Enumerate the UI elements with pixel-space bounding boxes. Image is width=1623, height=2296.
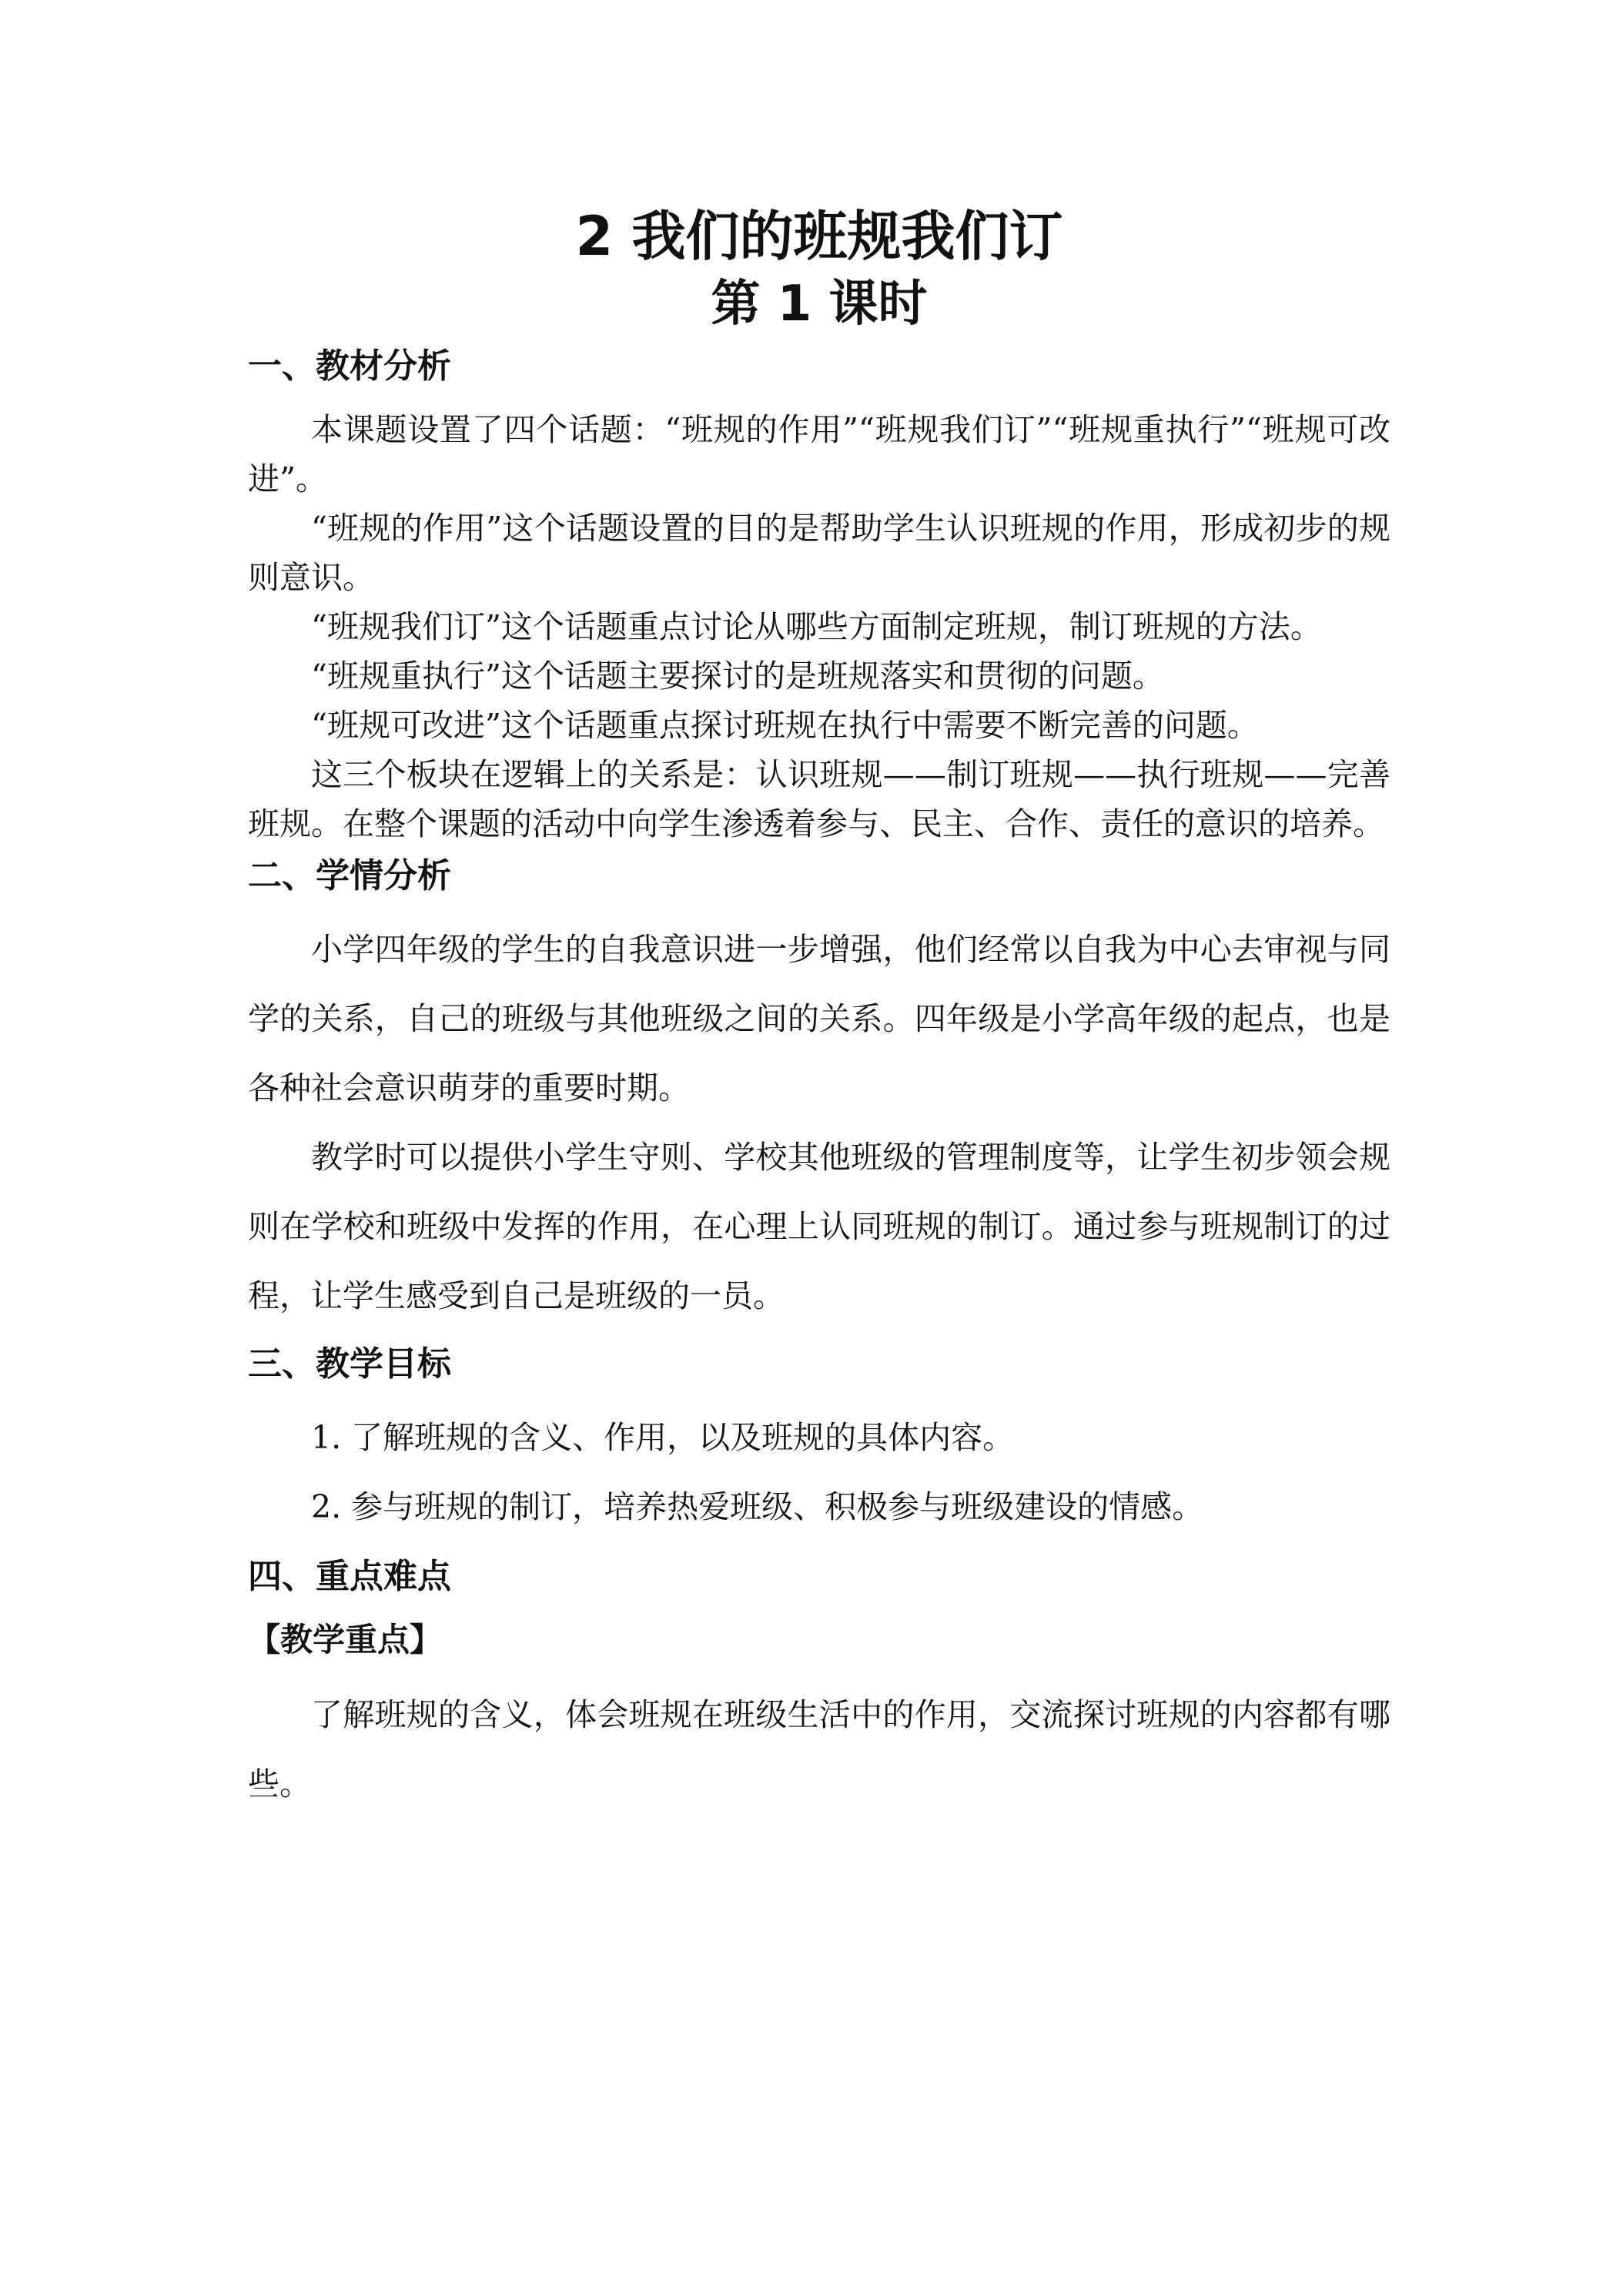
paragraph: 2. 参与班规的制订，培养热爱班级、积极参与班级建设的情感。: [311, 1488, 1204, 1525]
paragraph: “班规重执行”这个话题主要探讨的是班规落实和贯彻的问题。: [311, 658, 1164, 694]
section-heading-textbook-analysis: 一、教材分析: [248, 346, 451, 386]
document-title: 2 我们的班规我们订: [575, 205, 1063, 268]
document-page: [248, 202, 1390, 1819]
paragraph: “班规我们订”这个话题重点讨论从哪些方面制定班规，制订班规的方法。: [311, 608, 1322, 645]
section-heading-student-analysis: 二、学情分析: [248, 856, 451, 895]
paragraph: “班规可改进”这个话题重点探讨班规在执行中需要不断完善的问题。: [311, 707, 1259, 744]
section-heading-teaching-goals: 三、教学目标: [248, 1344, 451, 1384]
paragraph: 这三个板块在逻辑上的关系是：认识班规——制订班规——执行班规——完善班规。在整个课题的活动中向学生渗透着参与、民主、合作、责任的意识的培养。: [248, 756, 1390, 842]
section-heading-key-points: 四、重点难点: [248, 1557, 451, 1596]
document-subtitle: 第 1 课时: [711, 276, 928, 333]
subheading-teaching-focus: 【教学重点】: [248, 1621, 443, 1658]
paragraph: “班规的作用”这个话题设置的目的是帮助学生认识班规的作用，形成初步的规则意识。: [248, 510, 1390, 596]
paragraph: 本课题设置了四个话题：“班规的作用”“班规我们订”“班规重执行”“班规可改进”。: [248, 411, 1390, 497]
paragraph: 教学时可以提供小学生守则、学校其他班级的管理制度等，让学生初步领会规则在学校和班级中发挥的作用，在心理上认同班规的制订。通过参与班规制订的过程，让学生感受到自己是班级的一员。: [248, 1139, 1390, 1314]
paragraph: 1. 了解班规的含义、作用，以及班规的具体内容。: [311, 1419, 1015, 1456]
paragraph: 小学四年级的学生的自我意识进一步增强，他们经常以自我为中心去审视与同学的关系，自己的班级与其他班级之间的关系。四年级是小学高年级的起点，也是各种社会意识萌芽的重要时期。: [248, 931, 1390, 1106]
paragraph: 了解班规的含义，体会班规在班级生活中的作用，交流探讨班规的内容都有哪些。: [248, 1696, 1390, 1802]
